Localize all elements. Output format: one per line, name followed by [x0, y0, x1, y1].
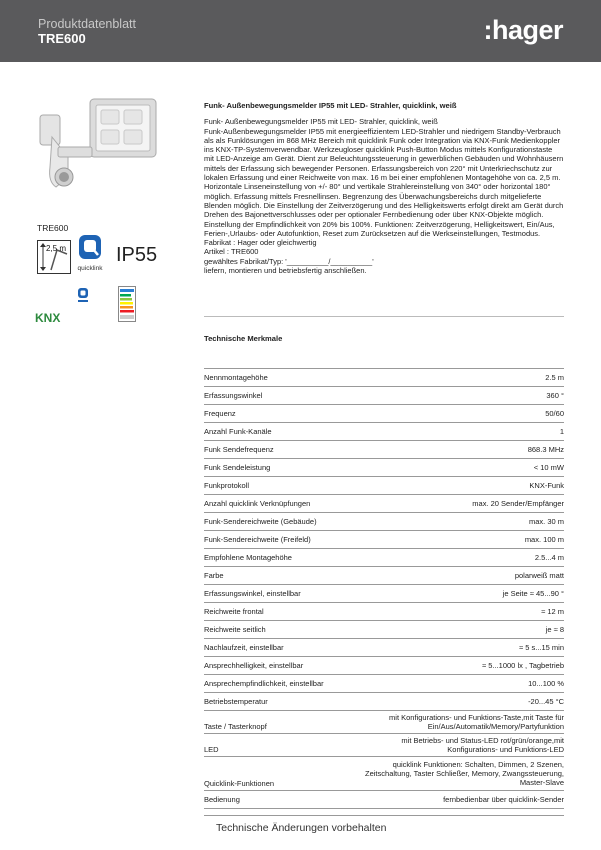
spec-key: Bedienung	[204, 795, 240, 804]
footer-note: Technische Änderungen vorbehalten	[216, 822, 387, 834]
spec-row	[204, 531, 564, 549]
spec-value: max. 20 Sender/Empfänger	[472, 498, 564, 508]
description-line: Fabrikat : Hager oder gleichwertig	[204, 238, 317, 248]
specs-heading: Technische Merkmale	[204, 334, 283, 343]
spec-row	[204, 693, 564, 711]
description-line: Funk-Außenbewegungsmelder IP55 mit energieeffizientem LED-Strahler und niedrigem Standby-Verbrauch als als Funklösungen im 868 MHz Bereich mit quicklink Funk oder Integration via KNX-Funk Medienkoppler ins KNX-TP-Systemverwendbar. Werkzeugloser quicklink Push-Button Modus mittels Konfigurationstaste mit LED-Anzeige am Gerät. Dient zur Beleuchtungssteuerung in gewerblichen Gebäuden und Wohnhäusern mittels der Erfassung sich bewegender Personen. Erfassungsbereich von 220° mit Unterkriechschutz zur lokalen Erfassung und einer Reichweite von max. 16 m bei einer empfohlenen Montagehöhe von ca. 2,5 m. Horizontale Linseneinstellung von +/- 80° und vertikale Strahlereinstellung von 340° oder horizontal 180° möglich. Erfassung mittels Fresnellinsen. Begrenzung des Überwachungsbereichs durch mitgelieferte Blenden möglich. Die Einstellung der Zeitverzögerung und des Helligkeitswerts erfolgt direkt am Gerät durch Drehen des Bajonettverschlusses oder per optionaler Fernbedienung oder über KNX-Objekte möglich. Einstellung der Empfindlichkeit von 20% bis 100%. Funktionen: Zeitverzögerung, Helligkeitswert, Ein/Aus, Ferien-,Urlaubs- oder Autofunktion, Reset zum Zurücksetzen auf die Werkseinstellungen, Testmodus.	[204, 126, 564, 238]
description-title: Funk- Außenbewegungsmelder IP55 mit LED- Strahler, quicklink, weiß	[204, 101, 457, 110]
spec-row	[204, 513, 564, 531]
spec-value: fernbedienbar über quicklink-Sender	[443, 794, 564, 804]
spec-row	[204, 603, 564, 621]
header-subtitle: Produktdatenblatt	[38, 17, 136, 31]
section-divider	[204, 316, 564, 317]
spec-value: max. 30 m	[528, 516, 564, 526]
spec-key: Quicklink-Funktionen	[204, 779, 275, 788]
spec-row	[204, 675, 564, 693]
header-title: TRE600	[38, 31, 86, 46]
spec-key: Frequenz	[204, 409, 236, 418]
product-description	[204, 101, 564, 275]
mounting-height-icon	[37, 240, 71, 274]
spec-row	[204, 585, 564, 603]
spec-value: mit Konfigurations- und Funktions-Taste,mit Taste für Ein/Aus/Automatik/Memory/Partyfunktion	[389, 712, 564, 731]
header-bar	[0, 0, 601, 62]
spec-row	[204, 734, 564, 757]
spec-row	[204, 441, 564, 459]
description-line: liefern, montieren und betriebsfertig anschließen.	[204, 266, 367, 276]
spec-value: 2.5...4 m	[534, 552, 564, 562]
spec-key: Betriebstemperatur	[204, 697, 268, 706]
spec-value: max. 100 m	[524, 534, 564, 544]
spec-value: ≈ 5...1000 lx , Tagbetrieb	[482, 660, 564, 670]
knx-logo-label: KNX	[35, 311, 61, 324]
spec-key: Erfassungswinkel, einstellbar	[204, 589, 301, 598]
spec-key: Funk-Sendereichweite (Gebäude)	[204, 517, 317, 526]
spec-row	[204, 791, 564, 809]
description-line: gewähltes Fabrikat/Typ: '__________/__________'	[204, 256, 374, 266]
spec-value: 10...100 %	[528, 678, 564, 688]
description-line: Artikel : TRE600	[204, 247, 259, 257]
spec-key: Erfassungswinkel	[204, 391, 263, 400]
height-badge-label: 2,5 m	[46, 244, 67, 253]
spec-row	[204, 711, 564, 734]
product-reference: TRE600	[37, 223, 69, 233]
spec-row	[204, 459, 564, 477]
spec-value: < 10 mW	[533, 462, 564, 472]
quicklink-small-icon	[77, 287, 89, 303]
ip-rating: IP55	[116, 244, 158, 266]
spec-row	[204, 567, 564, 585]
spec-key: Anzahl Funk-Kanäle	[204, 427, 272, 436]
spec-value: 360 °	[546, 390, 564, 400]
spec-value: 2.5 m	[545, 372, 564, 382]
spec-key: Anzahl quicklink Verknüpfungen	[204, 499, 311, 508]
spec-row	[204, 639, 564, 657]
energy-label-icon	[118, 286, 136, 322]
hager-logo: :hager	[483, 15, 563, 45]
spec-row	[204, 369, 564, 387]
spec-key: Empfohlene Montagehöhe	[204, 553, 292, 562]
spec-value: 868.3 MHz	[527, 444, 564, 454]
product-image	[38, 97, 158, 192]
specs-table	[204, 368, 564, 809]
spec-key: Taste / Tasterknopf	[204, 722, 267, 731]
spec-value: ≈ 5 s...15 min	[519, 642, 564, 652]
spec-key: LED	[204, 745, 219, 754]
spec-key: Funk Sendefrequenz	[204, 445, 274, 454]
spec-key: Nachlaufzeit, einstellbar	[204, 643, 284, 652]
quicklink-icon	[76, 233, 104, 275]
spec-value: ≈ 12 m	[541, 606, 564, 616]
spec-key: Funk-Sendereichweite (Freifeld)	[204, 535, 311, 544]
spec-key: Ansprechhelligkeit, einstellbar	[204, 661, 304, 670]
spec-row	[204, 549, 564, 567]
spec-row	[204, 387, 564, 405]
spec-value: je ≈ 8	[545, 624, 564, 634]
spec-key: Funk Sendeleistung	[204, 463, 271, 472]
spec-value: 1	[559, 426, 564, 436]
spec-key: Reichweite frontal	[204, 607, 264, 616]
spec-row	[204, 621, 564, 639]
spec-row	[204, 423, 564, 441]
spec-value: KNX-Funk	[529, 480, 564, 490]
spec-key: Reichweite seitlich	[204, 625, 266, 634]
spec-row	[204, 495, 564, 513]
spec-value: -20...45 °C	[528, 696, 564, 706]
spec-key: Ansprechempfindlichkeit, einstellbar	[204, 679, 324, 688]
spec-row	[204, 477, 564, 495]
quicklink-icon-label: quicklink	[77, 265, 103, 272]
spec-value: quicklink Funktionen: Schalten, Dimmen, 2 Szenen, Zeitschaltung, Taster Schließer, Memory, Zwangssteuerung, Master-Slave	[365, 759, 564, 788]
spec-value: 50/60	[545, 408, 564, 418]
spec-row	[204, 757, 564, 791]
spec-key: Funkprotokoll	[204, 481, 250, 490]
spec-key: Nennmontagehöhe	[204, 373, 268, 382]
spec-value: je Seite ≈ 45...90 °	[502, 588, 564, 598]
description-line: Funk- Außenbewegungsmelder IP55 mit LED- Strahler, quicklink, weiß	[204, 117, 438, 127]
footer-divider	[204, 815, 564, 816]
spec-value: mit Betriebs- und Status-LED rot/grün/orange,mit Konfigurations- und Funktions-LED	[401, 735, 564, 754]
spec-row	[204, 405, 564, 423]
spec-value: polarweiß matt	[514, 570, 564, 580]
spec-row	[204, 657, 564, 675]
spec-key: Farbe	[204, 571, 224, 580]
knx-logo-icon	[34, 310, 74, 324]
